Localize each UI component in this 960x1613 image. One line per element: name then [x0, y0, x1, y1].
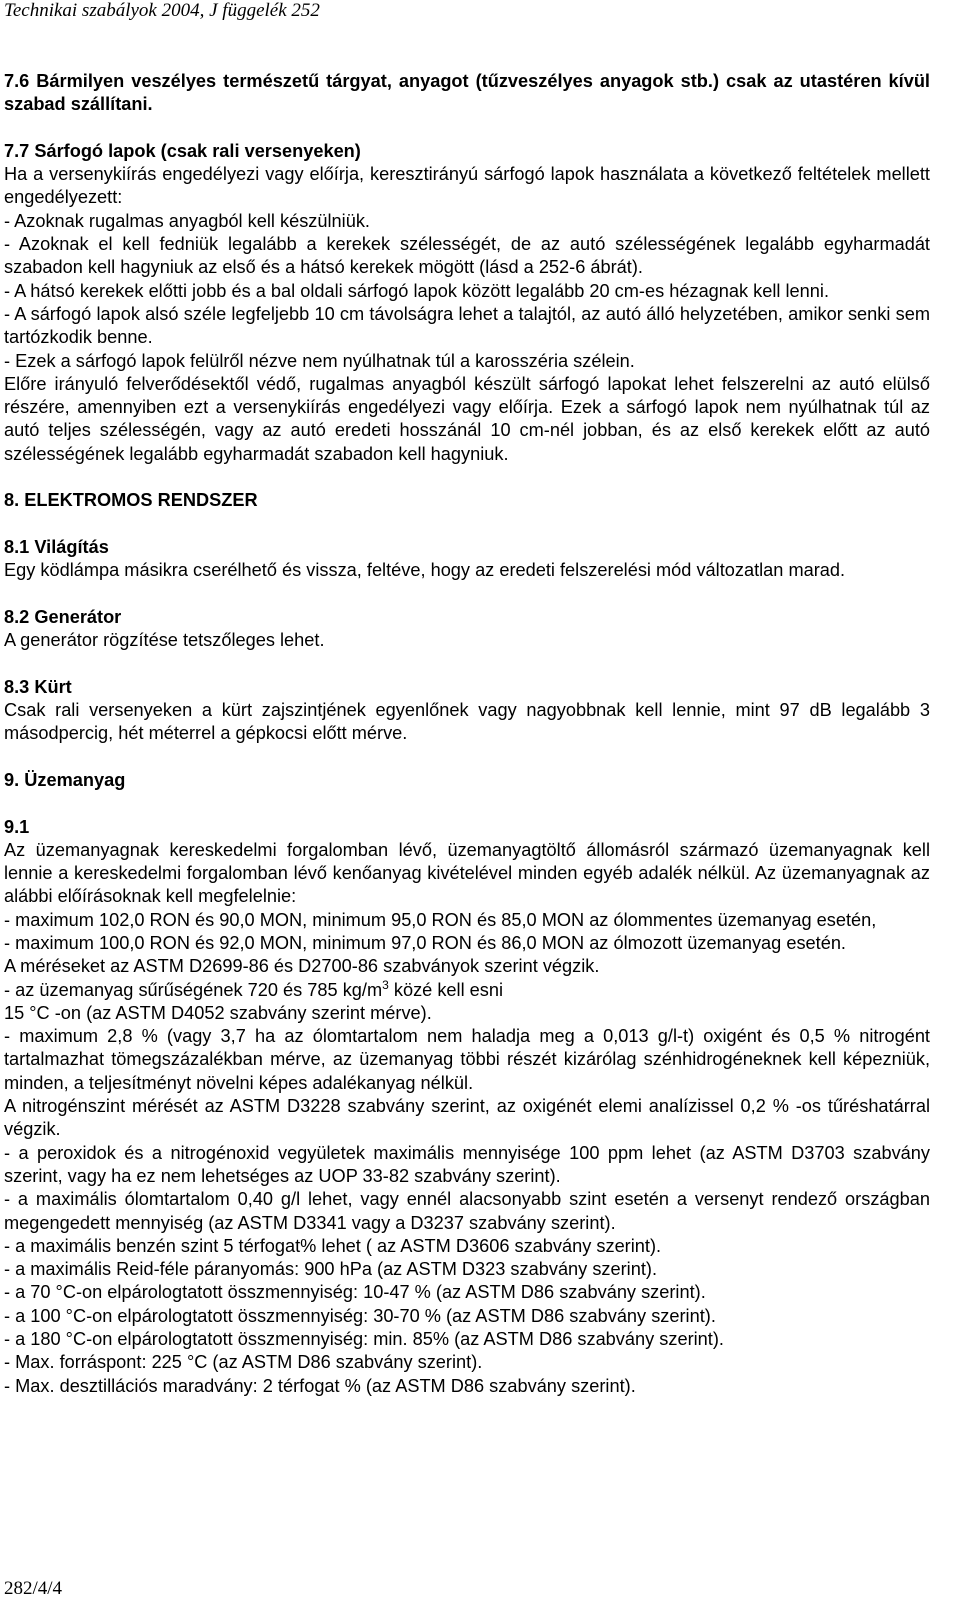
section-9-1-item: - a peroxidok és a nitrogénoxid vegyületek maximális mennyisége 100 ppm lehet (az ASTM D3703 szabvány szerint, vagy ha ez nem lehetséges az UOP 33-82 szabvány szerint).: [4, 1142, 930, 1186]
density-text: - az üzemanyag sűrűségének 720 és 785 kg/m: [4, 979, 383, 1000]
cubic-superscript: 3: [382, 977, 389, 992]
section-7-7-item: - Azoknak rugalmas anyagból kell készülniük.: [4, 210, 370, 231]
section-9-1-item: - maximum 2,8 % (vagy 3,7 ha az ólomtartalom nem haladja meg a 0,013 g/l-t) oxigént és 0,5 % nitrogént tartalmazhat tömegszázalékban mérve, az üzemanyag többi részét kizárólag szénhidrogéneknek kell képezniük, minden, a teljesítményt növelni képes adalékanyag nélkül.: [4, 1026, 930, 1093]
section-9-1-item: - Max. desztillációs maradvány: 2 térfogat % (az ASTM D86 szabvány szerint).: [4, 1375, 636, 1396]
section-8-1-text: Egy ködlámpa másikra cserélhető és vissza, feltéve, hogy az eredeti felszerelési mód változatlan marad.: [4, 560, 846, 581]
section-9-1-item: - a 180 °C-on elpárologtatott összmennyiség: min. 85% (az ASTM D86 szabvány szerint).: [4, 1329, 724, 1350]
section-8-3-heading: 8.3 Kürt: [4, 676, 72, 697]
spacer: [4, 513, 930, 536]
section-9-1-item: - a 70 °C-on elpárologtatott összmennyiség: 10-47 % (az ASTM D86 szabvány szerint).: [4, 1282, 706, 1303]
section-7-7-item: - A sárfogó lapok alsó széle legfeljebb 10 cm távolságra lehet a talajtól, az autó álló helyzetében, amikor senki sem tartózkodik benne.: [4, 303, 930, 348]
section-8-1-heading: 8.1 Világítás: [4, 536, 109, 557]
section-9-1-item: - a maximális ólomtartalom 0,40 g/l lehet, vagy ennél alacsonyabb szint esetén a versenyt rendező országban megengedett mennyiség (az ASTM D3341 vagy a D3237 szabvány szerint).: [4, 1189, 930, 1233]
spacer: [4, 792, 930, 815]
page-number: 282/4/4: [4, 1578, 63, 1599]
section-8-heading: 8. ELEKTROMOS RENDSZER: [4, 490, 258, 511]
section-9-1-item: - a maximális benzén szint 5 térfogat% lehet ( az ASTM D3606 szabvány szerint).: [4, 1235, 662, 1256]
document-body: [4, 70, 930, 1398]
section-7-7-paragraph: Ha a versenykiírás engedélyezi vagy előírja, keresztirányú sárfogó lapok használata a következő feltételek mellett engedélyezett:: [4, 164, 930, 208]
section-9-1-item: - Max. forráspont: 225 °C (az ASTM D86 szabvány szerint).: [4, 1352, 483, 1373]
section-8-3-text: Csak rali versenyeken a kürt zajszintjének egyenlőnek vagy nagyobbnak kell lennie, mint 97 dB legalább 3 másodpercig, hét méterrel a gépkocsi előtt mérve.: [4, 700, 930, 744]
spacer: [4, 652, 930, 675]
spacer: [4, 466, 930, 489]
section-7-7-item: - Azoknak el kell fedniük legalább a kerekek szélességét, de az autó szélességének legalább egyharmadát szabadon kell hagyniuk az első és a hátsó kerekek mögött (lásd a 252-6 ábrát).: [4, 234, 930, 278]
section-7-7-paragraph: Előre irányuló felverődésektől védő, rugalmas anyagból készült sárfogó lapokat lehet felszerelni az autó elülső részére, amennyiben ezt a versenykiírás engedélyezi vagy előírja. Ezek a sárfogó lapok nem nyúlhatnak túl az autó teljes szélességén, vagy az autó eredeti hosszánál 10 cm-nél jobban, és az első kerekek előtt az autó szélességének legalább egyharmadát szabadon kell hagyniuk.: [4, 373, 930, 464]
section-9-1-heading: 9.1: [4, 816, 30, 837]
section-9-1-item: - maximum 100,0 RON és 92,0 MON, minimum 97,0 RON és 86,0 MON az ólmozott üzemanyag esetén.: [4, 932, 846, 953]
section-7-7-item: - A hátsó kerekek előtti jobb és a bal oldali sárfogó lapok között legalább 20 cm-es hézagnak kell lenni.: [4, 280, 829, 301]
section-7-6: 7.6 Bármilyen veszélyes természetű tárgyat, anyagot (tűzveszélyes anyagok stb.) csak az utastéren kívül szabad szállítani.: [4, 71, 930, 115]
running-header: Technikai szabályok 2004, J függelék 252: [4, 0, 320, 21]
spacer: [4, 117, 930, 140]
section-9-1-item: A méréseket az ASTM D2699-86 és D2700-86 szabványok szerint végzik.: [4, 956, 600, 977]
spacer: [4, 746, 930, 769]
section-9-1-item: - a 100 °C-on elpárologtatott összmennyiség: 30-70 % (az ASTM D86 szabvány szerint).: [4, 1305, 716, 1326]
density-text-end: közé kell esni: [388, 979, 504, 1000]
section-9-1-item: - maximum 102,0 RON és 90,0 MON, minimum 95,0 RON és 85,0 MON az ólommentes üzemanyag esetén,: [4, 909, 877, 930]
section-9-1-item: A nitrogénszint mérését az ASTM D3228 szabvány szerint, az oxigénét elemi analízissel 0,2 % -os tűréshatárral végzik.: [4, 1096, 930, 1140]
section-9-1-item: - a maximális Reid-féle páranyomás: 900 hPa (az ASTM D323 szabvány szerint).: [4, 1259, 657, 1280]
section-9-1-item: [4, 979, 930, 1002]
section-9-1-item: 15 °C -on (az ASTM D4052 szabvány szerint mérve).: [4, 1002, 432, 1023]
section-7-7-item: - Ezek a sárfogó lapok felülről nézve nem nyúlhatnak túl a karosszéria szélein.: [4, 350, 635, 371]
section-9-heading: 9. Üzemanyag: [4, 769, 126, 790]
section-9-1-paragraph: Az üzemanyagnak kereskedelmi forgalomban lévő, üzemanyagtöltő állomásról származó üzemanyagnak kell lennie a kereskedelmi forgalomban lévő kenőanyag kivételével minden egyéb adalék nélkül. Az üzemanyagnak az alábbi előírásoknak kell megfelelnie:: [4, 839, 930, 907]
section-8-2-text: A generátor rögzítése tetszőleges lehet.: [4, 630, 325, 651]
spacer: [4, 583, 930, 606]
section-8-2-heading: 8.2 Generátor: [4, 606, 122, 627]
section-7-7-heading: 7.7 Sárfogó lapok (csak rali versenyeken): [4, 140, 361, 161]
